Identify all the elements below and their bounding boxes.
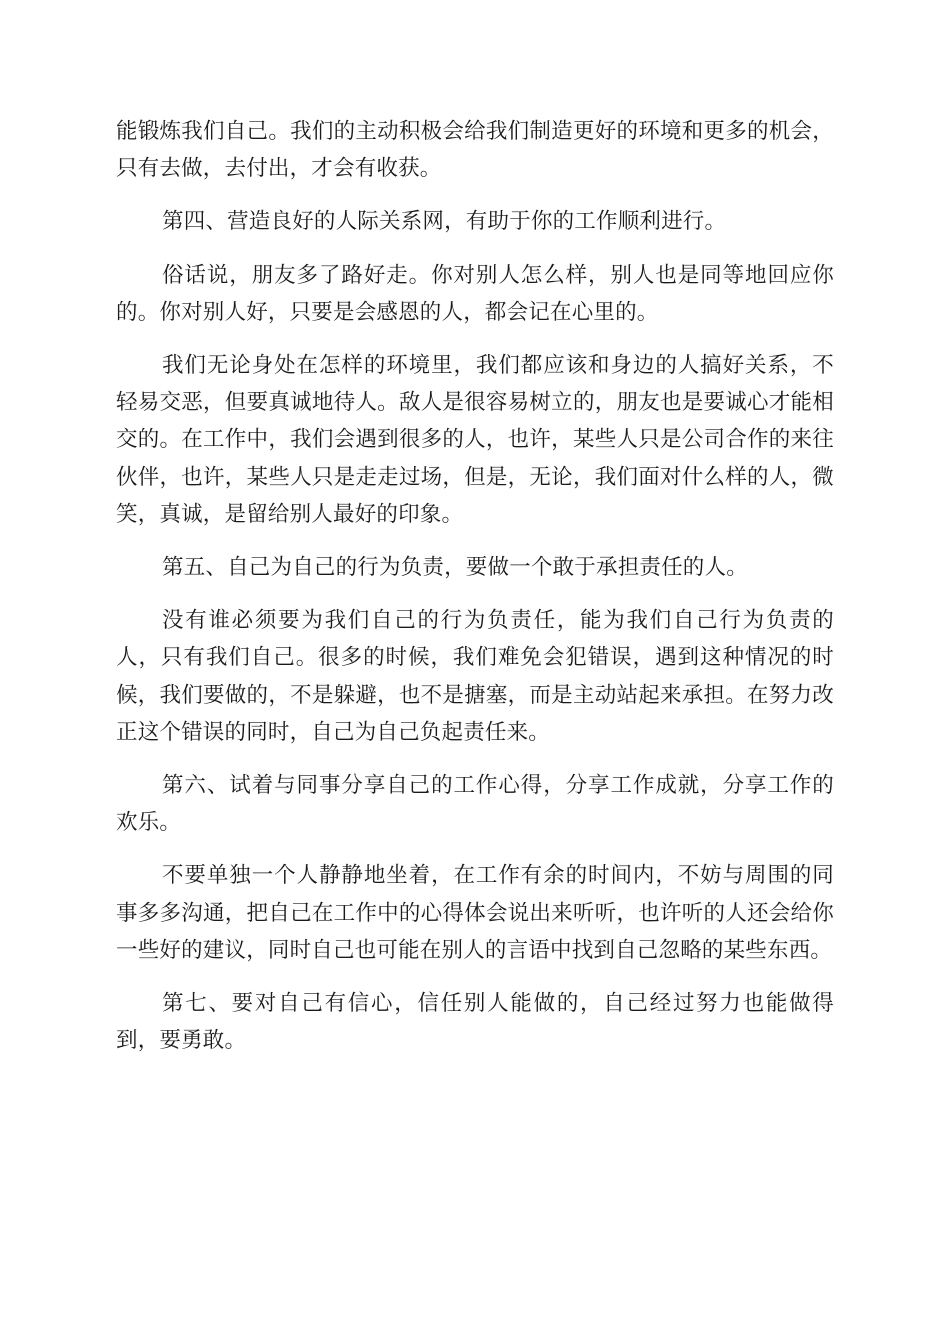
paragraph-heading-7: 第七、要对自己有信心，信任别人能做的，自己经过努力也能做得到，要勇敢。 bbox=[116, 991, 834, 1054]
paragraph: 俗话说，朋友多了路好走。你对别人怎么样，别人也是同等地回应你的。你对别人好，只要是会感恩的人，都会记在心里的。 bbox=[116, 262, 834, 325]
paragraph: 我们无论身处在怎样的环境里，我们都应该和身边的人搞好关系，不轻易交恶，但要真诚地待人。敌人是很容易树立的，朋友也是要诚心才能相交的。在工作中，我们会遇到很多的人，也许，某些人只是公司合作的来往伙伴，也许，某些人只是走走过场，但是，无论，我们面对什么样的人，微笑，真诚，是留给别人最好的印象。 bbox=[116, 353, 834, 527]
paragraph-continuation: 能锻炼我们自己。我们的主动积极会给我们制造更好的环境和更多的机会，只有去做，去付出，才会有收获。 bbox=[116, 119, 834, 182]
paragraph: 没有谁必须要为我们自己的行为负责任，能为我们自己行为负责的人，只有我们自己。很多的时候，我们难免会犯错误，遇到这种情况的时候，我们要做的，不是躲避，也不是搪塞，而是主动站起来承担。在努力改正这个错误的同时，自己为自己负起责任来。 bbox=[116, 608, 834, 745]
paragraph: 不要单独一个人静静地坐着，在工作有余的时间内，不妨与周围的同事多多沟通，把自己在工作中的心得体会说出来听听，也许听的人还会给你一些好的建议，同时自己也可能在别人的言语中找到自己忽略的某些东西。 bbox=[116, 863, 834, 963]
paragraph-heading-5: 第五、自己为自己的行为负责，要做一个敢于承担责任的人。 bbox=[162, 555, 748, 581]
paragraph-heading-6: 第六、试着与同事分享自己的工作心得，分享工作成就，分享工作的欢乐。 bbox=[116, 773, 834, 836]
paragraph-heading-4: 第四、营造良好的人际关系网，有助于你的工作顺利进行。 bbox=[162, 209, 727, 235]
document-body bbox=[116, 113, 834, 1075]
